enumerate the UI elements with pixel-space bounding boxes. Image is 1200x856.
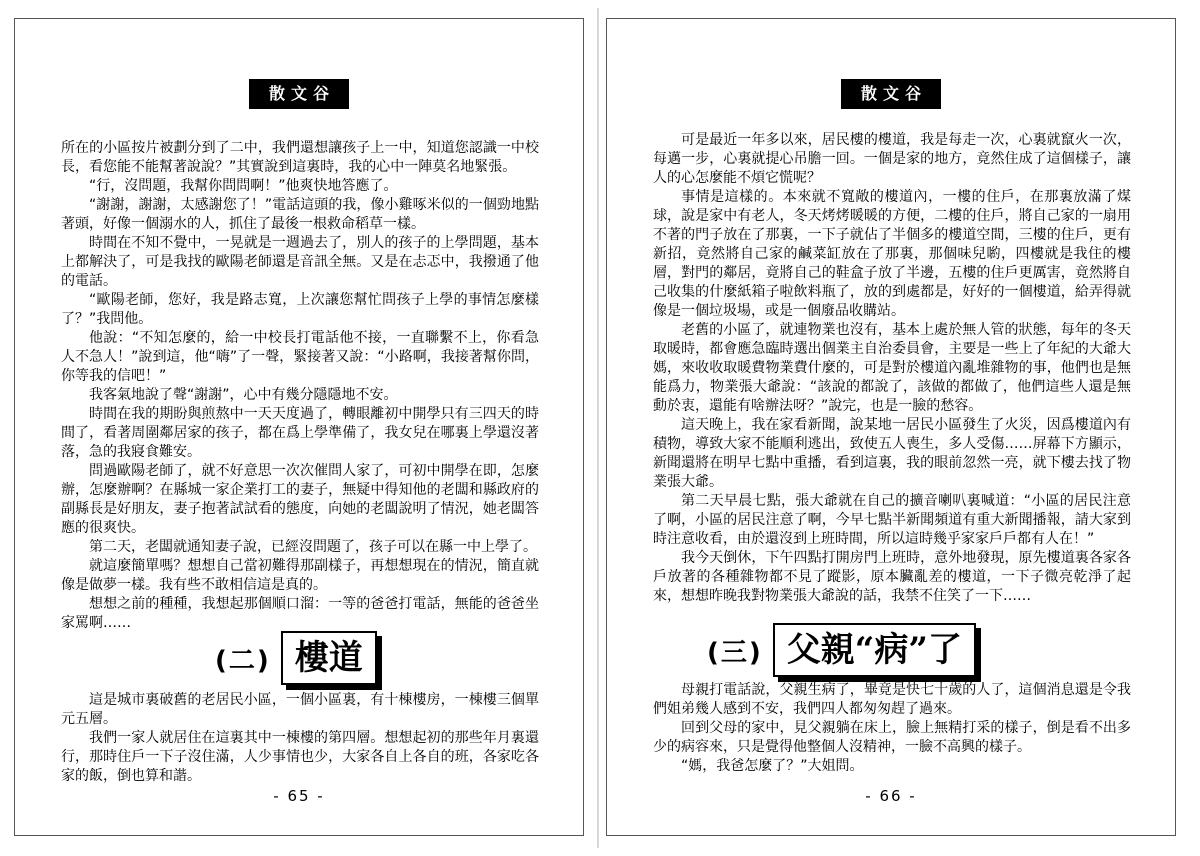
paragraph: “行，沒問題，我幫你問問啊！”他爽快地答應了。 <box>89 178 398 194</box>
paragraph: 想想之前的種種，我想起那個順口溜：一等的爸爸打電話，無能的爸爸坐家罵啊…… <box>61 596 539 631</box>
right-page-body <box>653 131 1131 606</box>
paragraph: “歐陽老師，您好，我是路志寬，上次讓您幫忙問孩子上學的事情怎麼樣了？”我問他。 <box>61 292 539 327</box>
paragraph: 我們一家人就居住在這裏其中一棟樓的第四層。想想起初的那些年月裏還行，那時住戶一下子沒住滿，人少事情也少，大家各自上各自的班，各家吃各家的飯，倒也算和諧。 <box>61 730 539 784</box>
paragraph: “媽，我爸怎麼了？”大姐問。 <box>681 758 864 774</box>
paragraph: 我今天倒休，下午四點打開房門上班時，意外地發現，原先樓道裏各家各戶放著的各種雜物都不見了蹤影，原本臟亂差的樓道，一下子微亮乾淨了起來，想想昨晚我對物業張大爺說的話，我禁不住笑了一下…… <box>653 550 1131 604</box>
right-page-body-2 <box>653 681 1131 776</box>
section-heading <box>215 631 377 685</box>
paragraph: 這是城市裏破舊的老居民小區，一個小區裏，有十棟樓房，一棟樓三個單元五層。 <box>61 692 539 727</box>
section-title: 樓道 <box>281 631 377 685</box>
paragraph: “謝謝，謝謝，太感謝您了！”電話這頭的我，像小雞啄米似的一個勁地點著頭，好像一個溺水的人，抓住了最後一根救命稻草一樣。 <box>61 197 539 232</box>
paragraph: 母親打電話說，父親生病了，畢竟是快七十歲的人了，這個消息還是令我們姐弟幾人感到不安，我們四人都匆匆趕了過來。 <box>653 682 1131 717</box>
left-page-body-2 <box>61 691 539 786</box>
left-page-body <box>61 139 539 633</box>
section-number: (二) <box>215 645 271 676</box>
paragraph: 我客氣地說了聲“謝謝”，心中有幾分隱隱地不安。 <box>89 387 398 403</box>
page-header-label: 散文谷 <box>249 79 349 109</box>
paragraph: 時間在我的期盼與煎熬中一天天度過了，轉眼離初中開學只有三四天的時間了，看著周圍鄰居家的孩子，都在爲上學準備了，我女兒在哪裏上學還沒著落，急的我寢食難安。 <box>61 406 539 460</box>
paragraph: 回到父母的家中，見父親躺在床上，臉上無精打采的樣子，倒是看不出多少的病容來，只是覺得他整個人沒精神，一臉不高興的樣子。 <box>653 720 1131 755</box>
section-heading <box>707 623 976 677</box>
paragraph: 時間在不知不覺中，一晃就是一週過去了，別人的孩子的上學問題，基本上都解決了，可是我找的歐陽老師還是音訊全無。又是在忐忑中，我撥通了他的電話。 <box>61 235 539 289</box>
paragraph: 所在的小區按片被劃分到了二中，我們還想讓孩子上一中，知道您認識一中校長，看您能不能幫著說說？”其實說到這裏時，我的心中一陣莫名地緊張。 <box>61 140 539 175</box>
right-page <box>606 18 1176 836</box>
paragraph: 就這麼簡單嗎？想想自己當初難得那副樣子，再想想現在的情況，簡直就像是做夢一樣。我有些不敢相信這是真的。 <box>61 558 539 593</box>
page-header-label: 散文谷 <box>841 79 941 109</box>
paragraph: 他說：“不知怎麼的，給一中校長打電話他不接，一直聯繫不上，你看急人不急人！”說到這，他“嗨”了一聲，緊接著又說：“小路啊，我接著幫你問，你等我的信吧！” <box>61 330 539 384</box>
paragraph: 可是最近一年多以來，居民樓的樓道，我是每走一次，心裏就竄火一次，每邁一步，心裏就提心吊膽一回。一個是家的地方，竟然住成了這個樣子，讓人的心怎麼能不煩它慌呢？ <box>653 132 1131 186</box>
section-number: (三) <box>707 637 763 668</box>
page-number: - 65 - <box>273 787 325 805</box>
section-title: 父親“病”了 <box>773 623 976 677</box>
paragraph: 事情是這樣的。本來就不寬敞的樓道內，一樓的住戶，在那裏放滿了煤球，說是家中有老人，冬天烤烤暖暖的方便，二樓的住戶，將自己家的一扇用不著的門子放在了那裏，一下子就佔了半個多的樓道空間，三樓的住戶，更有新招，竟然將自己家的鹹菜缸放在了那裏，那個味兒喲，四樓就是我住的樓層，對門的鄰居，竟將自己的鞋盒子放了半邊，五樓的住戶更厲害，竟然將自己收集的什麼紙箱子啦飲料瓶了，放的到處都是，好好的一個樓道，給弄得就像是一個垃圾場，或是一個廢品收購站。 <box>653 189 1131 319</box>
paragraph: 老舊的小區了，就連物業也沒有，基本上處於無人管的狀態，每年的冬天取暖時，都會應急臨時選出個業主自治委員會，主要是一些上了年紀的大爺大媽，來收收取暖費物業費什麼的，可是對於樓道內亂堆雜物的事，他們也是無能爲力，物業張大爺說：“該說的都說了，該做的都做了，他們這些人還是無動於衷，還能有啥辦法呀？”說完，也是一臉的愁容。 <box>653 322 1131 414</box>
book-gutter <box>597 8 599 848</box>
paragraph: 第二天早晨七點，張大爺就在自己的擴音喇叭裏喊道：“小區的居民注意了啊，小區的居民注意了啊，今早七點半新聞頻道有重大新聞播報，請大家到時注意收看，由於還沒到上班時間，所以這時幾乎家家戶戶都有人在！” <box>653 493 1131 547</box>
paragraph: 第二天，老闆就通知妻子說，已經沒問題了，孩子可以在縣一中上學了。 <box>89 539 537 555</box>
paragraph: 問過歐陽老師了，就不好意思一次次催問人家了，可初中開學在即，怎麼辦，怎麼辦啊？在縣城一家企業打工的妻子，無疑中得知他的老闆和縣政府的副縣長是好朋友，妻子抱著試試看的態度，向她的老闆說明了情況，她老闆答應的很爽快。 <box>61 463 539 536</box>
page-number: - 66 - <box>865 787 917 805</box>
left-page <box>14 18 584 836</box>
paragraph: 這天晚上，我在家看新聞，說某地一居民小區發生了火災，因爲樓道內有積物，導致大家不能順利逃出，致使五人喪生，多人受傷……屏幕下方顯示，新聞還將在明早七點中重播，看到這裏，我的眼前忽然一亮，就下樓去找了物業張大爺。 <box>653 417 1131 490</box>
